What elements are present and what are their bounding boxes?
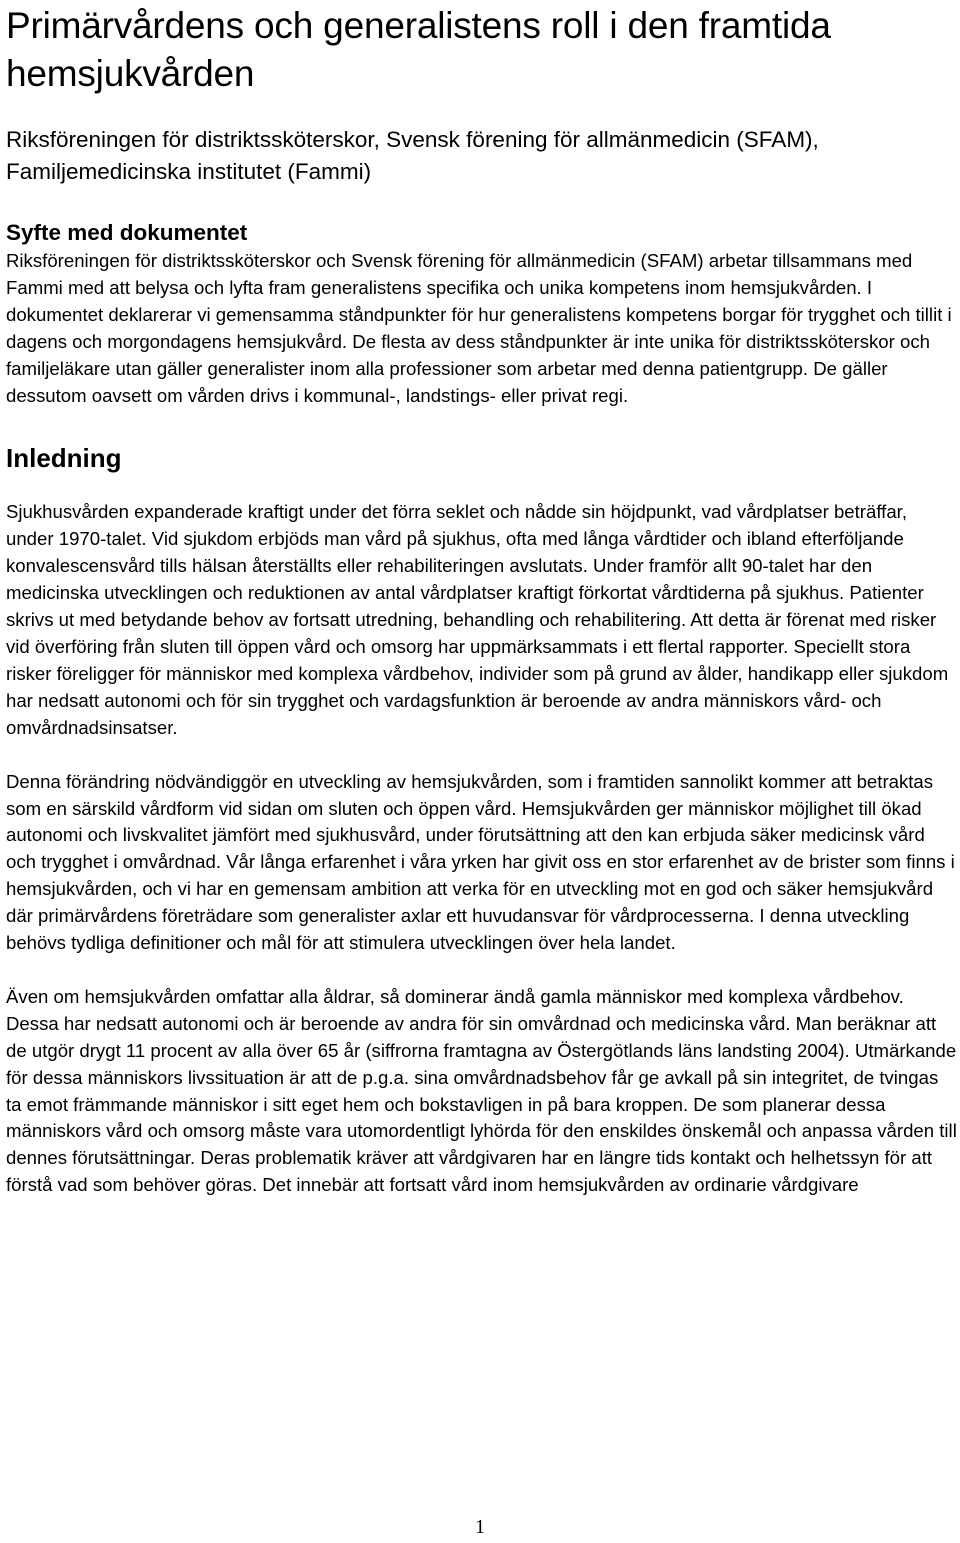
document-title: Primärvårdens och generalistens roll i den framtida hemsjukvården — [6, 5, 831, 94]
document-authors: Riksföreningen för distriktssköterskor, Svensk förening för allmänmedicin (SFAM), Familjemedicinska institutet (Fammi) — [6, 127, 819, 184]
page-number: 1 — [475, 1516, 485, 1538]
section-heading-purpose: Syfte med dokumentet — [6, 220, 248, 245]
introduction-paragraph-1: Sjukhusvården expanderade kraftigt under det förra seklet och nådde sin höjdpunkt, vad vårdplatser beträffar, under 1970-talet. Vid sjukdom erbjöds man vård på sjukhus, ofta med långa vårdtider och ibland efterföljande konvalescensvård tills hälsan återställts eller rehabiliteringen avslutats. Under framför allt 90-talet har den medicinska utvecklingen och reduktionen av antal vårdplatser kraftigt förkortat vårdtiderna på sjukhus. Patienter skrivs ut med betydande behov av fortsatt utredning, behandling och rehabilitering. Att detta är förenat med risker vid överföring från sluten till öppen vård och omsorg har uppmärksammats i ett flertal rapporter. Speciellt stora risker föreligger för människor med komplexa vårdbehov, individer som på grund av ålder, handikapp eller sjukdom har nedsatt autonomi och för sin trygghet och vardagsfunktion är beroende av andra människors vård- och omvårdnadsinsatser. — [6, 501, 949, 738]
introduction-paragraph-2: Denna förändring nödvändiggör en utveckling av hemsjukvården, som i framtiden sannolikt kommer att betraktas som en särskild vårdform vid sidan om sluten och öppen vård. Hemsjukvården ger människor möjlighet till ökad autonomi och livskvalitet jämfört med sjukhusvård, under förutsättning att den kan erbjuda säker medicinsk vård och trygghet i omvårdnad. Vår långa erfarenhet i våra yrken har givit oss en stor erfarenhet av de brister som finns i hemsjukvården, och vi har en gemensam ambition att verka för en utveckling mot en god och säker hemsjukvård där primärvårdens företrädare som generalister axlar ett huvudansvar för vårdprocesserna. I denna utveckling behövs tydliga definitioner och mål för att stimulera utvecklingen över hela landet. — [6, 770, 955, 954]
section-heading-introduction: Inledning — [6, 443, 122, 474]
purpose-paragraph: Riksföreningen för distriktssköterskor och Svensk förening för allmänmedicin (SFAM) arbetar tillsammans med Fammi med att belysa och lyfta fram generalistens specifika och unika kompetens inom hemsjukvården. I dokumentet deklarerar vi gemensamma ståndpunkter för hur generalistens kompetens borgar för trygghet och tillit i dagens och morgondagens hemsjukvård. De flesta av dess ståndpunkter är inte unika för distriktssköterskor och familjeläkare utan gäller generalister inom alla professioner som arbetar med denna patientgrupp. De gäller dessutom oavsett om vården drivs i kommunal-, landstings- eller privat regi. — [6, 250, 952, 406]
document-page — [6, 0, 958, 1199]
introduction-paragraph-3: Även om hemsjukvården omfattar alla åldrar, så dominerar ändå gamla människor med komplexa vårdbehov. Dessa har nedsatt autonomi och är beroende av andra för sin omvårdnad och medicinska vård. Man beräknar att de utgör drygt 11 procent av alla över 65 år (siffrorna framtagna av Östergötlands läns landsting 2004). Utmärkande för dessa människors livssituation är att de p.g.a. sina omvårdnadsbehov får ge avkall på sin integritet, de tvingas ta emot främmande människor i sitt eget hem och bokstavligen in på bara kroppen. De som planerar dessa människors vård och omsorg måste vara utomordentligt lyhörda för den enskildes önskemål och anpassa vården till dennes förutsättningar. Deras problematik kräver att vårdgivaren har en längre tids kontakt och helhetssyn för att förstå vad som behöver göras. Det innebär att fortsatt vård inom hemsjukvården av ordinarie vårdgivare — [6, 985, 957, 1196]
